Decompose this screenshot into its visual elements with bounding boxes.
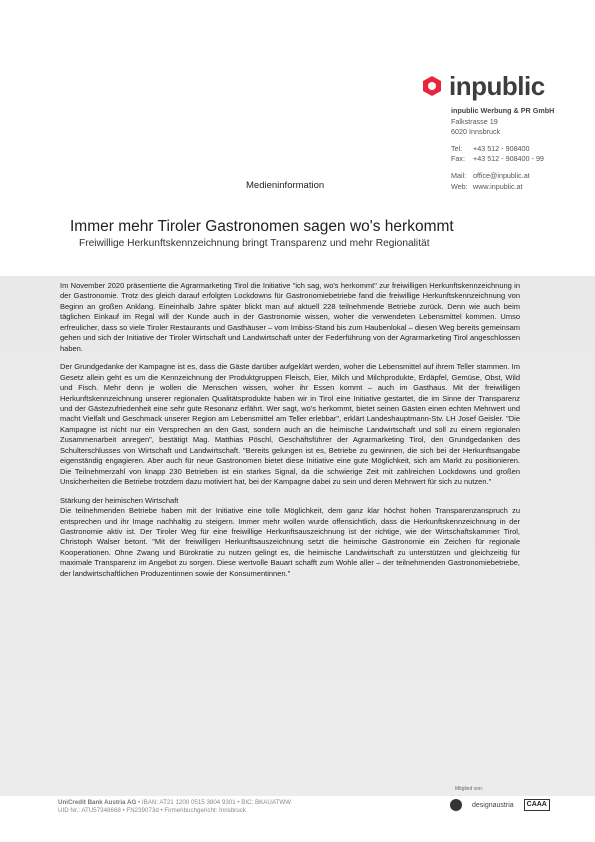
fax-label: Fax: [451,154,465,164]
document-label: Medieninformation [246,180,325,191]
web-row [451,182,591,193]
tel-value: +43 512 - 908400 [473,143,530,153]
mail-label: Mail: [451,170,467,180]
footer-bank-info [58,799,291,816]
company-name: inpublic Werbung & PR GmbH [451,106,555,115]
tel-label: Tel: [451,143,463,153]
partner-designaustria: designaustria [472,801,514,809]
mail-value: office@inpublic.at [473,170,530,180]
article-body [60,281,520,587]
section-heading: Stärkung der heimischen Wirtschaft [60,495,179,505]
inpublic-logo [421,71,571,101]
paragraph-section: Die teilnehmenden Betriebe haben mit der Initiative eine tolle Möglichkeit, dem ganz klar höchst hohen Transparenzanspruch zu entsprechen und ihr Image nachhaltig zu steigern. Immer mehr wollen wurde offensichtlich, dass die Herkunftskennzeichnung in der Gastronomie aktiv ist. Der Tiroler Weg für eine freiwillige Herkunftsauszeichnung ist der richtige, wie der Wirtschaftskammer Tirol, Christoph Walser betont. "Mit der freiwilligen Herkunftsauszeichnung setzt die heimische Gastronomie ein Zeichen für regionale Kooperationen. Ohne Zwang und Bürokratie zu nutzen gelingt es, die heimische Landwirtschaft zu unterstützen und gleichzeitig für maximale Transparenz im Angebot zu sorgen. Diese wertvolle Bauart schafft zum Wohle aller – der teilnehmenden Gastronomiebetriebe, der landwirtschaftlichen Produzentinnen sowie der Konsumentinnen." [60,506,520,578]
bank-line [58,799,291,807]
legal-line: UID Nr.: ATU57348668 • FN239073d • Firmenbuchgericht: Innsbruck [58,807,246,815]
logo-wordmark: inpublic [449,71,545,101]
partner-caaa: CAAA [524,799,550,811]
subheadline: Freiwillige Herkunftskennzeichnung bringt Transparenz und mehr Regionalität [79,238,430,249]
contact-block [451,106,591,192]
mail-row [451,171,591,182]
fax-value: +43 512 - 908400 - 99 [473,154,544,164]
web-label: Web: [451,181,468,191]
partner-circle-icon [450,799,462,811]
bank-details: • IBAN: AT21 1200 0515 3804 9301 • BIC: BKAUATWW [136,799,292,806]
headline: Immer mehr Tiroler Gastronomen sagen wo's herkommt [70,218,454,235]
fax-row [451,154,591,165]
membership-label: Mitglied von: [455,786,484,792]
tel-row [451,144,591,155]
paragraph-quotes: Der Grundgedanke der Kampagne ist es, dass die Gäste darüber aufgeklärt werden, woher die Lebensmittel auf ihrem Teller stammen. Im Gesetz allein geht es um die Kennzeichnung der Produktgruppen Fleisch, Eier, Milch und Milchprodukte, Erdäpfel, Gemüse, Obst, Wild und Fisch. Mehr denn je wollen die Menschen wissen, woher ihr Essen kommt – auch im Gasthaus. Mit der freiwilligen Herkunftskennzeichnung unserer regionalen Qualitätsprodukte haben wir in Tirol eine Initiative gestartet, die im Sinne der Transparenz und der Gästezufriedenheit eine sehr gute Resonanz erfährt. Wer sagt, wo's herkommt, bietet seinen Gästen einen echten Mehrwert und macht Vielfalt und Geschmack unserer Region am Lebensmittel am Teller erlebbar", erklärt Landeshauptmann-Stv. LH Josef Geisler. "Die Kampagne ist nicht nur ein Versprechen an den Gast, sondern auch an die heimische Landwirtschaft und soll zu einem regionalen Zusammenarbeit anregen", bestätigt Mag. Matthias Pöschl, Geschäftsführer der Agrarmarketing Tirol, den Grundgedanken des Schulterschlusses von Wirtschaft und Landwirtschaft. "Bereits gelungen ist es, Betriebe zu gewinnen, die sich bei der Herkunftsangabe eigenständig engagieren. Aber auch für neue Gastronomen bietet diese Initiative eine gute Möglichkeit, sich am Markt zu positionieren. Die Teilnehmerzahl von knapp 230 Betrieben ist ein starkes Signal, da die schwierige Zeit mit zahlreichen Lockdowns und großen Unsicherheiten die Betriebe trotzdem dazu motiviert hat, bei der Kampagne dabei zu sein und deren Mehrwert für sich zu nutzen." [60,362,520,487]
paragraph-intro: Im November 2020 präsentierte die Agrarmarketing Tirol die Initiative "ich sag, wo's herkommt" zur freiwilligen Herkunftskennzeichnung in der Gastronomie. Trotz des gleich darauf erfolgten Lockdowns für Gastronomiebetriebe fand die freiwillige Herkunftskennzeichnung von Beginn an großen Anklang. Eineinhalb Jahre später blickt man auf aktuell 228 teilnehmende Betriebe zurück. Denn wie auch beim täglichen Einkauf im Regal will der Kunde auch in der Gastronomie wissen, woher die verwendeten Lebensmittel kommen. Umso erfreulicher, dass so viele Tiroler Restaurants und Gasthäuser – vom Imbiss-Stand bis zum Haubenlokal – diesen Weg bereits gemeinsam gehen und sich der Initiative der Tiroler Wirtschaft und Landwirtschaft unter der Federführung von der Agrarmarketing Tirol angeschlossen haben. [60,281,520,353]
inpublic-hexagon-icon [421,75,443,97]
partner-logos [450,796,575,814]
address-street: Falkstrasse 19 [451,116,498,126]
web-value: www.inpublic.at [473,181,523,191]
bank-name: UniCredit Bank Austria AG [58,799,137,806]
address-city: 6020 Innsbruck [451,127,501,137]
